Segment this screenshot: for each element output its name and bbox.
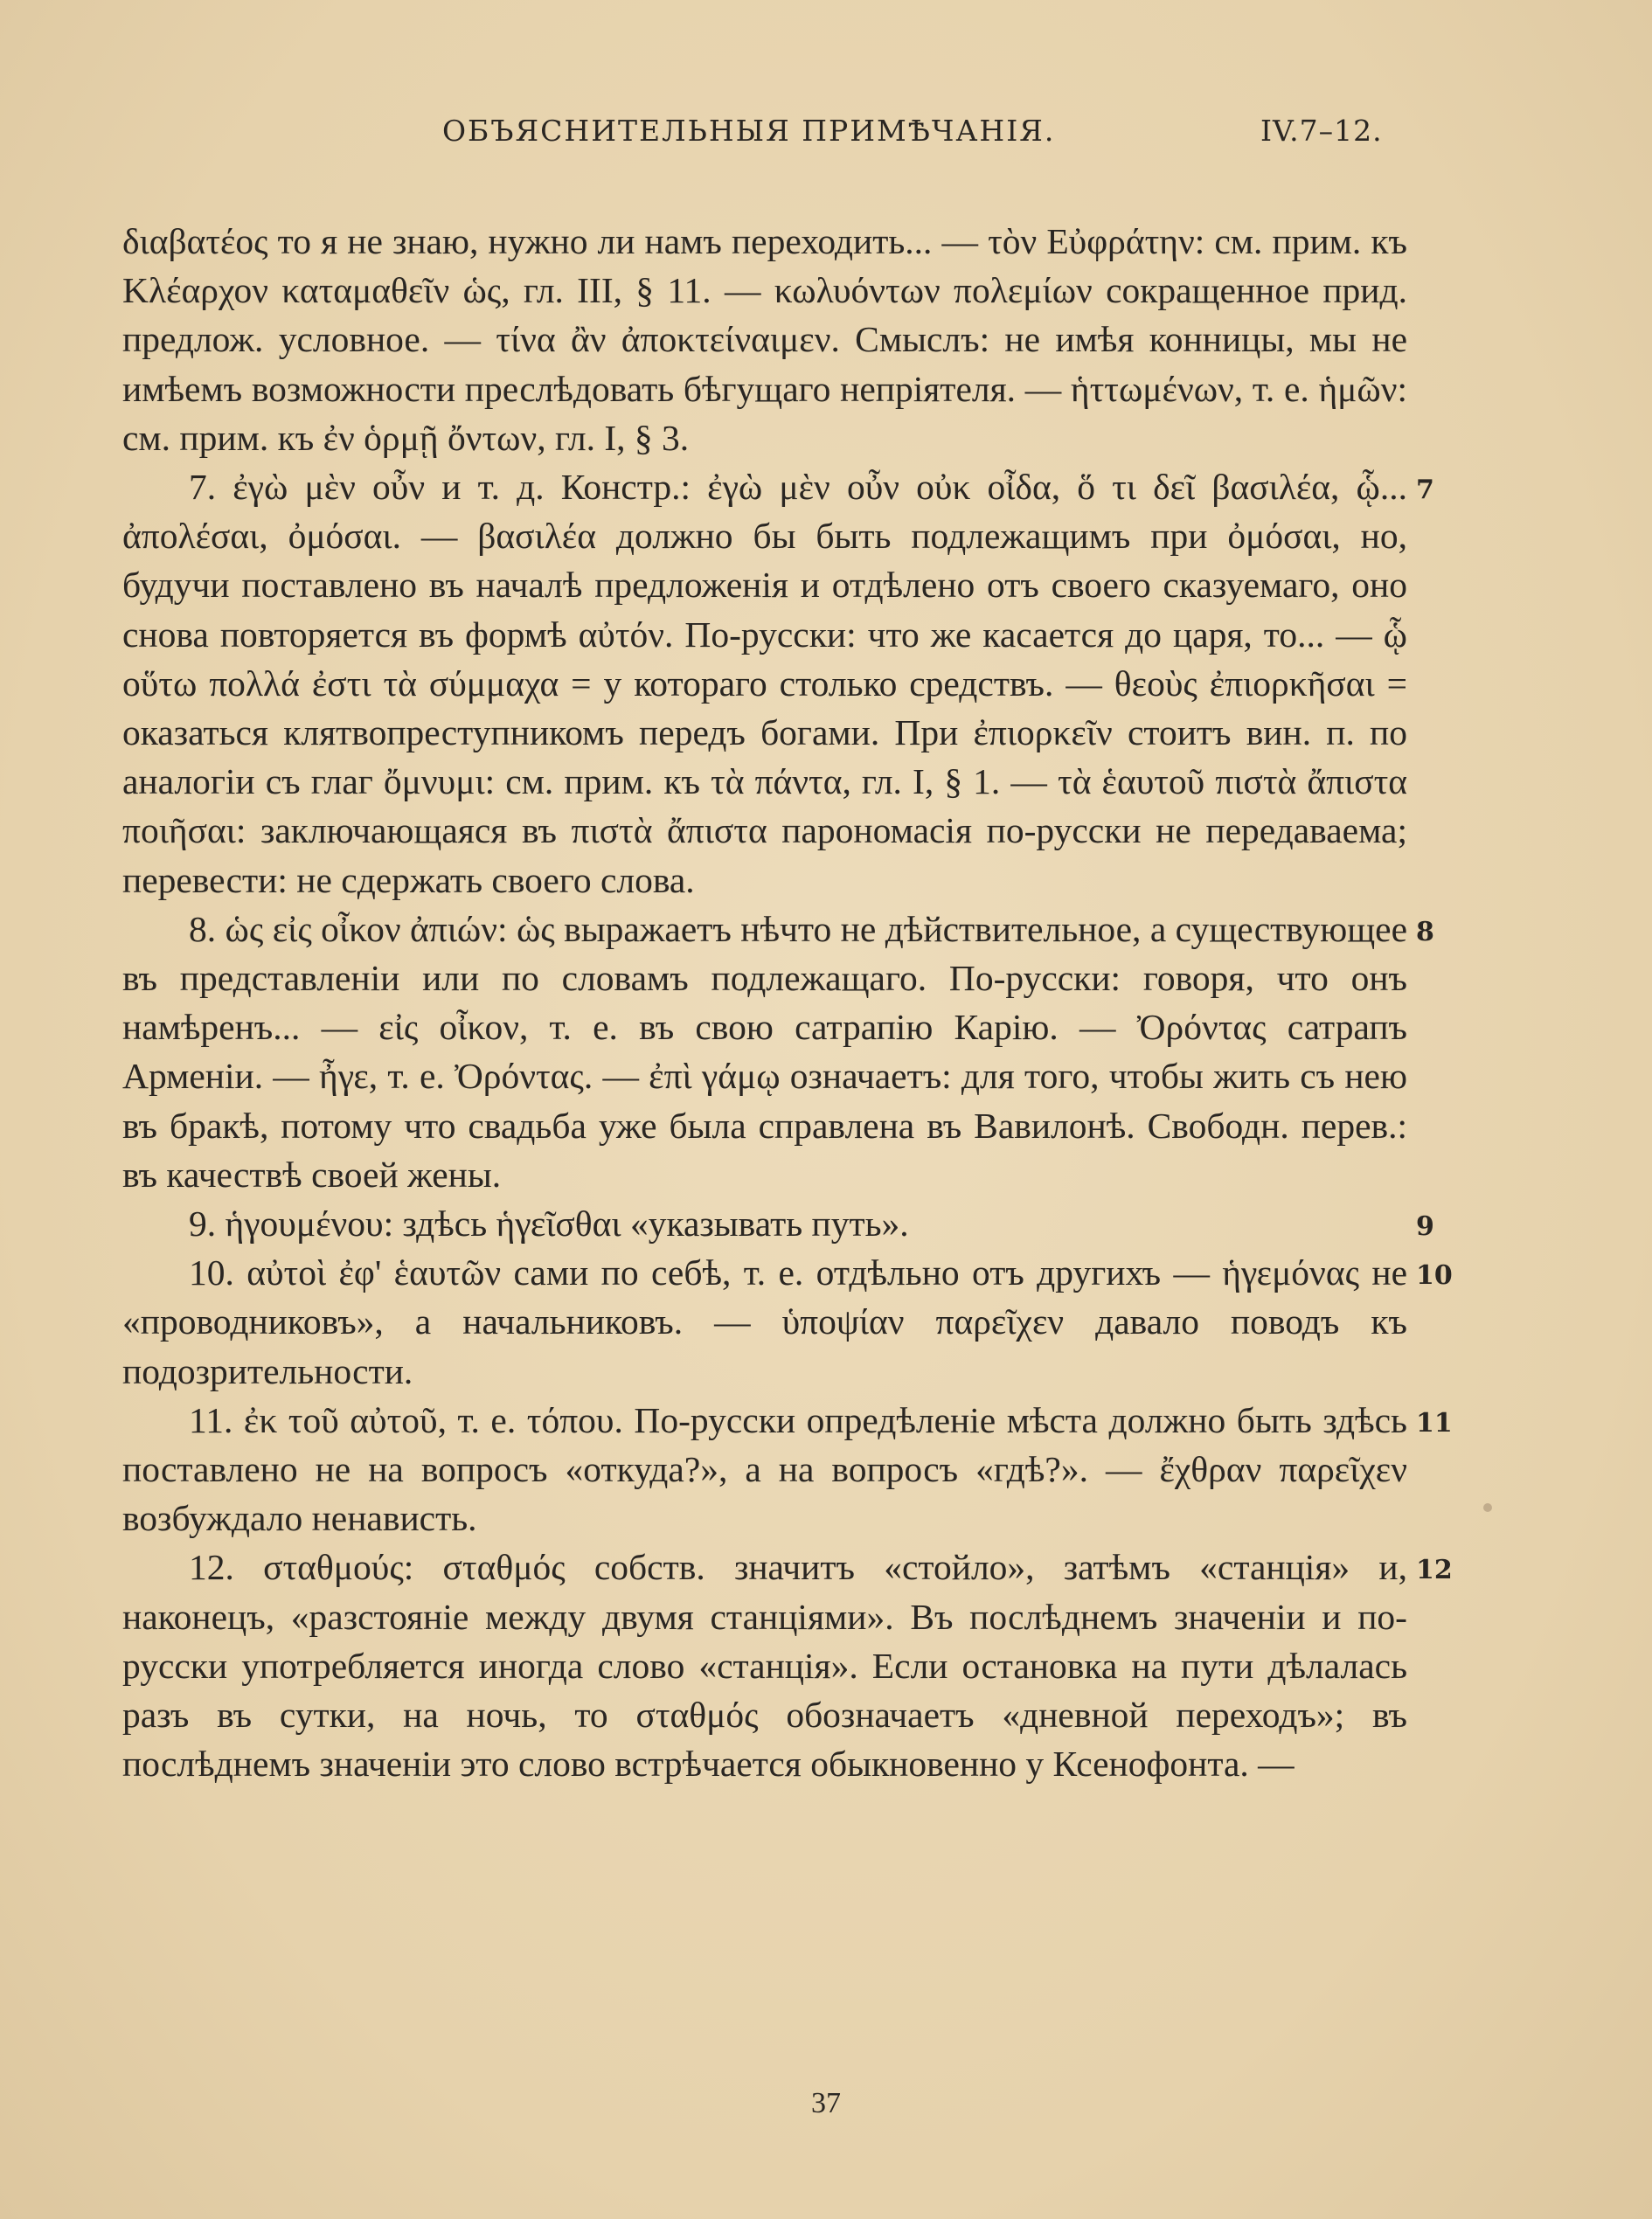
margin-number-9: 9	[1416, 1211, 1434, 1243]
paragraph-text: 12. σταθμούς: σταθμός собств. значитъ «стойло», затѣмъ «станція» и, наконецъ, «разстояніе между двумя станціями». Въ послѣднемъ значеніи и по-русски употребляется иногда слово «станція». Если остановка на пути дѣлалась разъ въ сутки, на ночь, то σταθμός обозначаетъ «дневной переходъ»; въ послѣднемъ значеніи это слово встрѣчается обыкновенно у Ксенофонта. —	[122, 1547, 1407, 1785]
margin-number-12: 12	[1416, 1555, 1453, 1586]
ink-spot	[1483, 1503, 1492, 1512]
paragraph-continuation	[122, 217, 1407, 462]
running-head	[442, 114, 1404, 157]
paragraph-text: 7. ἐγὼ μὲν οὖν и т. д. Констр.: ἐγὼ μὲν οὖν οὐκ οἶδα, ὅ τι δεῖ βασιλέα, ᾧ... ἀπολέσαι, ὀμόσαι. — βασιλέα должно бы быть подлежащимъ при ὀμόσαι, но, будучи поставлено въ началѣ предложенія и отдѣлено отъ своего сказуемаго, оно снова повторяется въ формѣ αὐτόν. По-русски: что же касается до царя, то... — ᾧ οὕτω πολλά ἐστι τὰ σύμμαχα = у котораго столько средствъ. — θεοὺς ἐπιορκῆσαι = оказаться клятвопреступникомъ передъ богами. При ἐπιορκεῖν стоитъ вин. п. по аналогіи съ глаг ὄμνυμι: см. прим. къ τὰ πάντα, гл. I, § 1. — τὰ ἑαυτοῦ πιστὰ ἄπιστα ποιῆσαι: заключающаяся въ πιστὰ ἄπιστα парономасія по-русски не передаваема; перевести: не сдержать своего слова.	[122, 467, 1407, 900]
paragraph-note-10	[122, 1248, 1453, 1396]
paragraph-note-7	[122, 462, 1434, 905]
running-head-section: IV.7–12.	[1260, 114, 1383, 148]
paragraph-note-8	[122, 905, 1434, 1199]
margin-number-11: 11	[1416, 1407, 1453, 1439]
running-head-title: ОБЪЯСНИТЕЛЬНЫЯ ПРИМѢЧАНІЯ.	[442, 114, 1056, 148]
margin-number-7: 7	[1416, 475, 1434, 506]
paragraph-text: 10. αὐτοὶ ἐφ' ἑαυτῶν сами по себѣ, т. е. отдѣльно отъ другихъ — ἡγεμόνας не «проводниковъ», а начальниковъ. — ὑποψίαν παρεῖχεν давало поводъ къ подозрительности.	[122, 1252, 1407, 1391]
paragraph-text: 11. ἐκ τοῦ αὐτοῦ, т. е. τόπου. По-русски опредѣленіе мѣста должно быть здѣсь поставлено не на вопросъ «откуда?», а на вопросъ «гдѣ?». — ἔχθραν παρεῖχεν возбуждало ненависть.	[122, 1399, 1407, 1539]
commentary-body	[122, 217, 1453, 1789]
page-number: 37	[811, 2087, 841, 2119]
paragraph-note-11	[122, 1396, 1453, 1543]
paragraph-text: 8. ὡς εἰς οἶκον ἀπιών: ὡς выражаетъ нѣчто не дѣйствительное, а существующее въ представленіи или по словамъ подлежащаго. По-русски: говоря, что онъ намѣренъ... — εἰς οἶκον, т. е. въ свою сатрапію Карію. — Ὀρόντας сатрапъ Арменіи. — ἦγε, т. е. Ὀρόντας. — ἐπὶ γάμῳ означаетъ: для того, чтобы жить съ нею въ бракѣ, потому что свадьба уже была справлена въ Вавилонѣ. Свободн. перев.: въ качествѣ своей жены.	[122, 908, 1407, 1195]
paragraph-note-9	[122, 1199, 1434, 1248]
paragraph-note-12	[122, 1543, 1453, 1788]
margin-number-10: 10	[1416, 1260, 1453, 1292]
paragraph-text: διαβατέος то я не знаю, нужно ли намъ переходить... — τὸν Εὐφράτην: см. прим. къ Κλέαρχον καταμαθεῖν ὡς, гл. III, § 11. — κωλυόντων πολεμίων сокращенное прид. предлож. условное. — τίνα ἂν ἀποκτείναιμεν. Смыслъ: не имѣя конницы, мы не имѣемъ возможности преслѣдовать бѣгущаго непріятеля. — ἡττωμένων, т. е. ἡμῶν: см. прим. къ ἐν ὁρμῇ ὄντων, гл. I, § 3.	[122, 221, 1407, 458]
margin-number-8: 8	[1416, 916, 1434, 947]
paragraph-text: 9. ἡγουμένου: здѣсь ἡγεῖσθαι «указывать путь».	[189, 1203, 909, 1245]
